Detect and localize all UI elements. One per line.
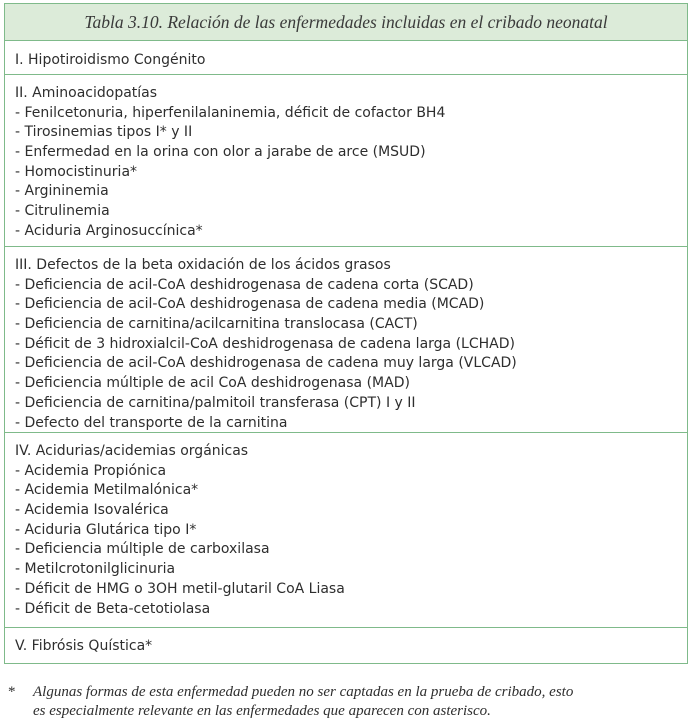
section-heading: III. Defectos de la beta oxidación de los ácidos grasos [15, 257, 391, 273]
table-title: Tabla 3.10. Relación de las enfermedades incluidas en el cribado neonatal [5, 4, 687, 41]
list-item: - Aciduria Glutárica tipo I* [15, 521, 197, 538]
list-item: - Argininemia [15, 183, 109, 200]
list-item: - Deficiencia de acil-CoA deshidrogenasa de cadena media (MCAD) [15, 296, 485, 313]
list-item: - Metilcrotonilglicinuria [15, 561, 176, 578]
section-heading: V. Fibrósis Quística* [15, 638, 153, 654]
list-item: - Deficiencia de acil-CoA deshidrogenasa de cadena corta (SCAD) [15, 276, 474, 293]
list-item: - Deficiencia de acil-CoA deshidrogenasa de cadena muy larga (VLCAD) [15, 355, 517, 372]
list-item: - Deficiencia múltiple de acil CoA deshidrogenasa (MAD) [15, 375, 410, 392]
list-item: - Homocistinuria* [15, 163, 138, 180]
list-item: - Acidemia Metilmalónica* [15, 482, 199, 499]
section-heading: I. Hipotiroidismo Congénito [15, 52, 206, 68]
footnote [8, 683, 692, 721]
disease-table [4, 3, 688, 664]
list-item: - Déficit de HMG o 3OH metil-glutaril CoA Liasa [15, 580, 345, 597]
list-item: - Defecto del transporte de la carnitina [15, 414, 288, 431]
section-aminoacidopatias [5, 75, 687, 247]
list-item: - Enfermedad en la orina con olor a jarabe de arce (MSUD) [15, 144, 426, 161]
footnote-marker: * [8, 684, 16, 700]
list-item: - Citrulinemia [15, 203, 110, 220]
list-item: - Deficiencia múltiple de carboxilasa [15, 541, 270, 558]
list-item: - Déficit de 3 hidroxialcil-CoA deshidrogenasa de cadena larga (LCHAD) [15, 335, 515, 352]
section-hipotiroidismo [5, 41, 687, 75]
section-heading: II. Aminoacidopatías [15, 85, 158, 101]
list-item: - Tirosinemias tipos I* y II [15, 124, 193, 141]
section-beta-oxidacion [5, 247, 687, 433]
section-acidurias [5, 433, 687, 628]
list-item: - Deficiencia de carnitina/acilcarnitina translocasa (CACT) [15, 316, 418, 333]
section-heading: IV. Acidurias/acidemias orgánicas [15, 443, 249, 459]
list-item: - Aciduria Arginosuccínica* [15, 222, 203, 239]
footnote-line-1: Algunas formas de esta enfermedad pueden no ser captadas en la prueba de cribado, esto [33, 684, 574, 700]
list-item: - Deficiencia de carnitina/palmitoil transferasa (CPT) I y II [15, 394, 416, 411]
list-item: - Acidemia Isovalérica [15, 502, 169, 519]
list-item: - Déficit de Beta-cetotiolasa [15, 600, 211, 617]
list-item: - Acidemia Propiónica [15, 462, 167, 479]
section-fibrosis-quistica [5, 628, 687, 664]
list-item: - Fenilcetonuria, hiperfenilalaninemia, déficit de cofactor BH4 [15, 104, 446, 121]
footnote-line-2: es especialmente relevante en las enfermedades que aparecen con asterisco. [33, 703, 491, 719]
